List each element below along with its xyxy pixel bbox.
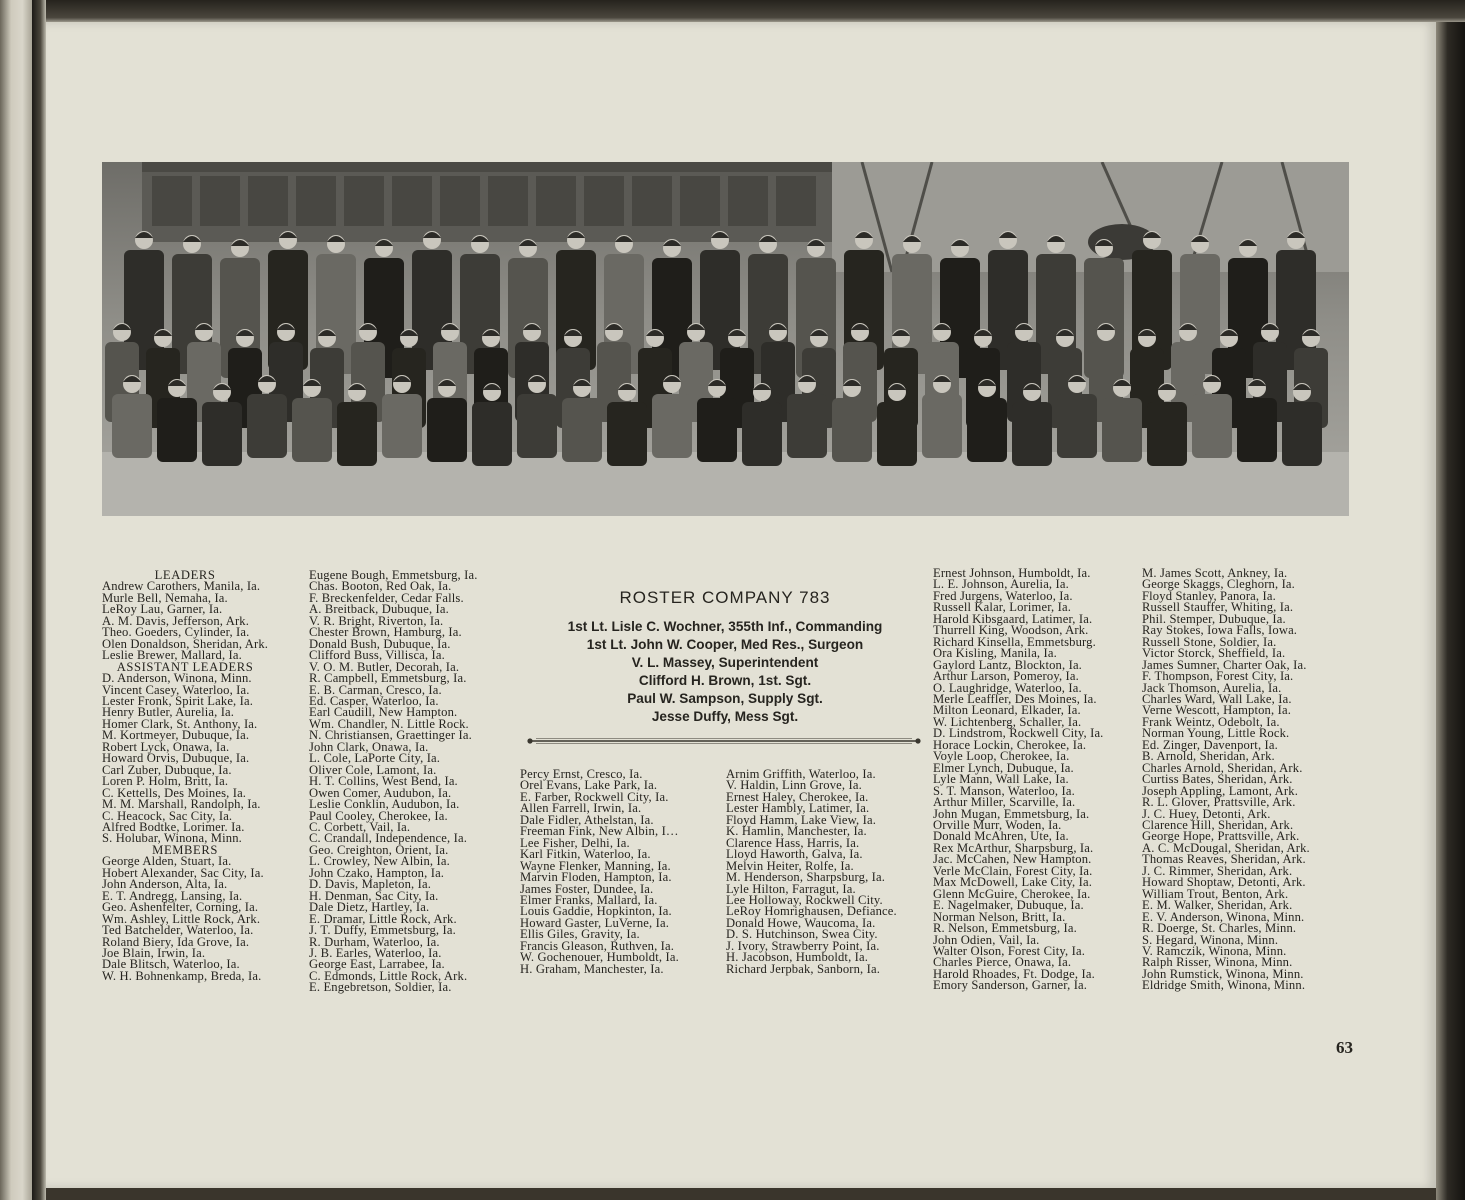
roster-entry: Ed. Zinger, Davenport, Ia.: [1142, 737, 1278, 752]
roster-entry: J. Ivory, Strawberry Point, Ia.: [726, 938, 880, 953]
roster-entry: Percy Ernst, Cresco, Ia.: [520, 767, 643, 781]
roster-entry: Phil. Stemper, Dubuque, Ia.: [1142, 611, 1286, 626]
roster-entry: D. Lindstrom, Rockwell City, Ia.: [933, 726, 1104, 741]
roster-entry: Lyle Mann, Wall Lake, Ia.: [933, 772, 1069, 787]
officer-line: V. L. Massey, Superintendent: [631, 655, 819, 670]
roster-entry: Ralph Risser, Winona, Minn.: [1142, 955, 1293, 970]
roster-entry: Wm. Ashley, Little Rock, Ark.: [102, 911, 261, 926]
roster-entry: Richard Jerpbak, Sanborn, Ia.: [726, 961, 881, 976]
roster-entry: V. R. Bright, Riverton, Ia.: [309, 613, 444, 628]
roster-entry: Howard Gaster, LuVerne, Ia.: [520, 915, 670, 930]
roster-entry: Floyd Stanley, Panora, Ia.: [1142, 588, 1276, 603]
roster-entry: E. Nagelmaker, Dubuque, Ia.: [933, 898, 1084, 913]
roster-entry: M. Kortmeyer, Dubuque, Ia.: [102, 728, 250, 743]
roster-entry: Fred Jurgens, Waterloo, Ia.: [933, 588, 1073, 603]
roster-entry: R. Nelson, Emmetsburg, Ia.: [933, 921, 1077, 936]
roster-entry: Leslie Brewer, Mallard, Ia.: [102, 648, 242, 663]
roster-entry: C. Corbett, Vail, Ia.: [309, 819, 411, 834]
roster-entry: Clarence Hass, Harris, Ia.: [726, 835, 860, 850]
roster-entry: E. T. Andregg, Lansing, Ia.: [102, 888, 243, 903]
roster-column-4: [726, 769, 897, 975]
roster-entry: Eldridge Smith, Winona, Minn.: [1142, 978, 1306, 993]
roster-column-5: [933, 568, 1103, 992]
roster-entry: C. Heacock, Sac City, Ia.: [102, 808, 233, 823]
roster-entry: George Hope, Prattsville, Ark.: [1142, 829, 1300, 844]
roster-entry: W. Gochenouer, Humboldt, Ia.: [520, 950, 679, 965]
roster-entry: V. Haldin, Linn Grove, Ia.: [726, 778, 862, 793]
roster-entry: Clarence Hill, Sheridan, Ark.: [1142, 817, 1294, 832]
divider-ornament: [526, 737, 922, 745]
roster-entry: Harold Kibsgaard, Latimer, Ia.: [933, 611, 1093, 626]
roster-entry: Lee Holloway, Rockwell City.: [726, 892, 883, 907]
roster-entry: Freeman Fink, New Albin, I…: [520, 824, 679, 839]
roster-entry: Ted Batchelder, Waterloo, Ia.: [102, 923, 254, 938]
roster-entry: Howard Shoptaw, Detonti, Ark.: [1142, 875, 1306, 890]
roster-entry: Max McDowell, Lake City, Ia.: [933, 875, 1093, 890]
roster-entry: LeRoy Homrighausen, Defiance.: [726, 904, 897, 919]
roster-entry: Orel Evans, Lake Park, Ia.: [520, 778, 658, 793]
roster-entry: N. Christiansen, Graettinger Ia.: [309, 728, 472, 743]
roster-entry: Murle Bell, Nemaha, Ia.: [102, 590, 228, 605]
roster-entry: Leslie Conklin, Audubon, Ia.: [309, 797, 460, 812]
roster-entry: Olen Donaldson, Sheridan, Ark.: [102, 636, 269, 651]
roster-entry: Charles Ward, Wall Lake, Ia.: [1142, 691, 1292, 706]
roster-entry: Lester Hambly, Latimer, Ia.: [726, 801, 870, 816]
roster-entry: George East, Larrabee, Ia.: [309, 957, 445, 972]
roster-entry: George Alden, Stuart, Ia.: [102, 854, 232, 869]
roster-entry: M. James Scott, Ankney, Ia.: [1142, 566, 1288, 580]
roster-entry: Lee Fisher, Delhi, Ia.: [520, 835, 630, 850]
company-group-photo: [102, 162, 1349, 516]
roster-entry: Jac. McCahen, New Hampton.: [933, 852, 1092, 867]
page-stack-edge: [1436, 22, 1465, 1200]
roster-entry: John Czako, Hampton, Ia.: [309, 865, 445, 880]
roster-entry: R. Campbell, Emmetsburg, Ia.: [309, 671, 467, 686]
roster-entry: Geo. Creighton, Orient, Ia.: [309, 842, 449, 857]
roster-entry: Arnim Griffith, Waterloo, Ia.: [726, 767, 876, 781]
roster-entry: D. Davis, Mapleton, Ia.: [309, 877, 432, 892]
roster-column-2: [309, 570, 478, 994]
roster-entry: J. C. Huey, Detonti, Ark.: [1142, 806, 1271, 821]
roster-entry: Wayne Flenker, Manning, Ia.: [520, 858, 671, 873]
roster-entry: Lyle Hilton, Farragut, Ia.: [726, 881, 856, 896]
roster-entry: Arthur Miller, Scarville, Ia.: [933, 795, 1076, 810]
officer-line: 1st Lt. Lisle C. Wochner, 355th Inf., Commanding: [567, 619, 883, 634]
roster-entry: Owen Comer, Audubon, Ia.: [309, 785, 452, 800]
roster-entry: C. Crandall, Independence, Ia.: [309, 831, 468, 846]
roster-entry: J. T. Duffy, Emmetsburg, Ia.: [309, 923, 456, 938]
roster-entry: Ernest Haley, Cherokee, Ia.: [726, 789, 869, 804]
roster-entry: D. Anderson, Winona, Minn.: [102, 671, 252, 686]
roster-column-3: [520, 769, 679, 975]
roster-entry: C. Kettells, Des Moines, Ia.: [102, 785, 247, 800]
roster-entry: Ora Kisling, Manila, Ia.: [933, 646, 1057, 661]
roster-entry: Earl Caudill, New Hampton.: [309, 705, 458, 720]
roster-entry: Floyd Hamm, Lake View, Ia.: [726, 812, 877, 827]
roster-entry: Lloyd Haworth, Galva, Ia.: [726, 847, 863, 862]
roster-title: ROSTER COMPANY 783: [619, 588, 831, 607]
roster-entry: Theo. Goeders, Cylinder, Ia.: [102, 625, 250, 640]
roster-header: [520, 588, 930, 726]
roster-entry: M. Henderson, Sharpsburg, Ia.: [726, 870, 886, 885]
roster-entry: Donald McAhren, Ute, Ia.: [933, 829, 1069, 844]
roster-entry: Ellis Giles, Gravity, Ia.: [520, 927, 640, 942]
roster-entry: Paul Cooley, Cherokee, Ia.: [309, 808, 448, 823]
roster-entry: John Anderson, Alta, Ia.: [102, 877, 228, 892]
roster-entry: Louis Gaddie, Hopkinton, Ia.: [520, 904, 672, 919]
roster-entry: L. E. Johnson, Aurelia, Ia.: [933, 577, 1069, 592]
roster-entry: L. Crowley, New Albin, Ia.: [309, 854, 450, 869]
roster-entry: John Rumstick, Winona, Minn.: [1142, 966, 1304, 981]
roster-entry: Marvin Floden, Hampton, Ia.: [520, 870, 672, 885]
roster-entry: Oliver Cole, Lamont, Ia.: [309, 762, 437, 777]
roster-entry: John Mugan, Emmetsburg, Ia.: [933, 806, 1090, 821]
roster-entry: Howard Orvis, Dubuque, Ia.: [102, 751, 250, 766]
officer-list: [520, 618, 930, 726]
roster-entry: J. C. Rimmer, Sheridan, Ark.: [1142, 863, 1293, 878]
roster-entry: Voyle Loop, Cherokee, Ia.: [933, 749, 1070, 764]
page-number: 63: [1336, 1038, 1353, 1057]
roster-entry: Thomas Reaves, Sheridan, Ark.: [1142, 852, 1306, 867]
roster-entry: H. Graham, Manchester, Ia.: [520, 961, 664, 976]
roster-entry: Emory Sanderson, Garner, Ia.: [933, 978, 1088, 993]
roster-entry: Russell Stauffer, Whiting, Ia.: [1142, 600, 1294, 615]
roster-entry: Dale Dietz, Hartley, Ia.: [309, 900, 430, 915]
roster-entry: Merle Leaffler, Des Moines, Ia.: [933, 691, 1097, 706]
roster-entry: W. Lichtenberg, Schaller, Ia.: [933, 714, 1082, 729]
roster-entry: Hobert Alexander, Sac City, Ia.: [102, 865, 264, 880]
facing-page-edge: [0, 0, 32, 1200]
roster-entry: Elmer Lynch, Dubuque, Ia.: [933, 760, 1074, 775]
roster-entry: Carl Zuber, Dubuque, Ia.: [102, 762, 232, 777]
roster-entry: Geo. Ashenfelter, Corning, Ia.: [102, 900, 259, 915]
roster-entry: V. O. M. Butler, Decorah, Ia.: [309, 659, 460, 674]
assistant-leaders-heading: ASSISTANT LEADERS: [116, 659, 254, 674]
roster-entry: K. Hamlin, Manchester, Ia.: [726, 824, 867, 839]
roster-entry: Joe Blain, Irwin, Ia.: [102, 945, 206, 960]
roster-entry: Donald Howe, Waucoma, Ia.: [726, 915, 876, 930]
roster-column-1: [102, 570, 268, 982]
roster-entry: H. T. Collins, West Bend, Ia.: [309, 774, 458, 789]
roster-entry: John Clark, Onawa, Ia.: [309, 739, 429, 754]
roster-entry: Ed. Casper, Waterloo, Ia.: [309, 693, 439, 708]
officer-line: 1st Lt. John W. Cooper, Med Res., Surgeon: [586, 637, 864, 652]
roster-entry: Glenn McGuire, Cherokee, Ia.: [933, 886, 1091, 901]
roster-entry: E. Engebretson, Soldier, Ia.: [309, 980, 452, 995]
roster-entry: A. Breitback, Dubuque, Ia.: [309, 602, 449, 617]
roster-entry: William Trout, Benton, Ark.: [1142, 886, 1289, 901]
roster-entry: Karl Fitkin, Waterloo, Ia.: [520, 847, 651, 862]
roster-entry: Melvin Heiter, Rolfe, Ia.: [726, 858, 854, 873]
roster-entry: Russell Stone, Soldier, Ia.: [1142, 634, 1277, 649]
roster-entry: L. Cole, LaPorte City, Ia.: [309, 751, 441, 766]
roster-entry: E. V. Anderson, Winona, Minn.: [1142, 909, 1305, 924]
group-photo-image: [102, 162, 1349, 516]
roster-entry: Richard Kinsella, Emmetsburg.: [933, 634, 1096, 649]
roster-entry: E. Dramar, Little Rock, Ark.: [309, 911, 457, 926]
roster-entry: Robert Lyck, Onawa, Ia.: [102, 739, 230, 754]
roster-entry: B. Arnold, Sheridan, Ark.: [1142, 749, 1275, 764]
officer-line: Jesse Duffy, Mess Sgt.: [651, 709, 799, 724]
roster-entry: A. C. McDougal, Sheridan, Ark.: [1142, 840, 1310, 855]
roster-entry: Ray Stokes, Iowa Falls, Iowa.: [1142, 623, 1298, 638]
roster-entry: James Sumner, Charter Oak, Ia.: [1142, 657, 1307, 672]
roster-entry: Clifford Buss, Villisca, Ia.: [309, 648, 445, 663]
roster-entry: H. Jacobson, Humboldt, Ia.: [726, 950, 869, 965]
members-heading: MEMBERS: [152, 842, 218, 857]
roster-entry: Joseph Appling, Lamont, Ark.: [1142, 783, 1299, 798]
roster-entry: F. Breckenfelder, Cedar Falls.: [309, 590, 464, 605]
roster-entry: Orville Murr, Woden, Ia.: [933, 817, 1062, 832]
roster-entry: E. B. Carman, Cresco, Ia.: [309, 682, 442, 697]
roster-entry: Roland Biery, Ida Grove, Ia.: [102, 934, 250, 949]
roster-entry: H. Denman, Sac City, Ia.: [309, 888, 439, 903]
roster-entry: Loren P. Holm, Britt, Ia.: [102, 774, 229, 789]
roster-entry: Allen Farrell, Irwin, Ia.: [520, 801, 642, 816]
roster-entry: S. Hegard, Winona, Minn.: [1142, 932, 1279, 947]
roster-entry: S. Holubar, Winona, Minn.: [102, 831, 242, 846]
roster-entry: Norman Young, Little Rock.: [1142, 726, 1290, 741]
roster-entry: Ernest Johnson, Humboldt, Ia.: [933, 566, 1091, 580]
roster-entry: Dale Fidler, Athelstan, Ia.: [520, 812, 654, 827]
roster-entry: George Skaggs, Cleghorn, Ia.: [1142, 577, 1295, 592]
roster-entry: Francis Gleason, Ruthven, Ia.: [520, 938, 675, 953]
leaders-heading: LEADERS: [154, 568, 216, 582]
roster-entry: Walter Olson, Forest City, Ia.: [933, 943, 1086, 958]
roster-entry: R. L. Glover, Prattsville, Ark.: [1142, 795, 1296, 810]
roster-entry: Russell Kalar, Lorimer, Ia.: [933, 600, 1072, 615]
roster-entry: Rex McArthur, Sharpsburg, Ia.: [933, 840, 1094, 855]
roster-entry: Arthur Larson, Pomeroy, Ia.: [933, 669, 1079, 684]
roster-entry: Curtiss Bates, Sheridan, Ark.: [1142, 772, 1293, 787]
roster-entry: Donald Bush, Dubuque, Ia.: [309, 636, 451, 651]
roster-entry: Andrew Carothers, Manila, Ia.: [102, 579, 261, 594]
roster-entry: Verle McClain, Forest City, Ia.: [933, 863, 1093, 878]
roster-entry: Charles Pierce, Onawa, Ia.: [933, 955, 1072, 970]
roster-entry: Eugene Bough, Emmetsburg, Ia.: [309, 568, 478, 582]
book-gutter: [32, 0, 46, 1200]
yearbook-page: [46, 22, 1436, 1188]
roster-entry: R. Doerge, St. Charles, Minn.: [1142, 921, 1297, 936]
roster-entry: A. M. Davis, Jefferson, Ark.: [102, 613, 250, 628]
roster-entry: E. Farber, Rockwell City, Ia.: [520, 789, 669, 804]
roster-entry: Harold Rhoades, Ft. Dodge, Ia.: [933, 966, 1095, 981]
roster-entry: Chas. Booton, Red Oak, Ia.: [309, 579, 452, 594]
roster-entry: Gaylord Lantz, Blockton, Ia.: [933, 657, 1082, 672]
officer-line: Clifford H. Brown, 1st. Sgt.: [638, 673, 812, 688]
roster-entry: Thurrell King, Woodson, Ark.: [933, 623, 1089, 638]
roster-entry: W. H. Bohnenkamp, Breda, Ia.: [102, 968, 262, 983]
roster-entry: Milton Leonard, Elkader, Ia.: [933, 703, 1081, 718]
roster-entry: Frank Weintz, Odebolt, Ia.: [1142, 714, 1280, 729]
roster-entry: Wm. Chandler, N. Little Rock.: [309, 716, 469, 731]
roster-entry: S. T. Manson, Waterloo, Ia.: [933, 783, 1075, 798]
roster-entry: Victor Storck, Sheffield, Ia.: [1142, 646, 1286, 661]
roster-entry: Elmer Franks, Mallard, Ia.: [520, 892, 658, 907]
roster-entry: R. Durham, Waterloo, Ia.: [309, 934, 440, 949]
roster-column-6: [1142, 568, 1310, 992]
roster-entry: Homer Clark, St. Anthony, Ia.: [102, 716, 258, 731]
roster-entry: Jack Thomson, Aurelia, Ia.: [1142, 680, 1282, 695]
roster-entry: J. B. Earles, Waterloo, Ia.: [309, 945, 442, 960]
roster-entry: Verne Wescott, Hampton, Ia.: [1142, 703, 1291, 718]
roster-entry: Henry Butler, Aurelia, Ia.: [102, 705, 235, 720]
roster-entry: Norman Nelson, Britt, Ia.: [933, 909, 1066, 924]
roster-entry: John Odien, Vail, Ia.: [933, 932, 1040, 947]
roster-entry: James Foster, Dundee, Ia.: [520, 881, 654, 896]
roster-entry: Horace Lockin, Cherokee, Ia.: [933, 737, 1087, 752]
book-top-edge: [46, 0, 1465, 22]
roster-entry: D. S. Hutchinson, Swea City.: [726, 927, 878, 942]
roster-entry: Chester Brown, Hamburg, Ia.: [309, 625, 462, 640]
roster-entry: O. Laughridge, Waterloo, Ia.: [933, 680, 1082, 695]
roster-entry: Vincent Casey, Waterloo, Ia.: [102, 682, 250, 697]
roster-entry: Alfred Bodtke, Lorimer. Ia.: [102, 819, 245, 834]
roster-entry: Charles Arnold, Sheridan, Ark.: [1142, 760, 1303, 775]
roster-entry: Lester Fronk, Spirit Lake, Ia.: [102, 693, 254, 708]
roster-entry: M. M. Marshall, Randolph, Ia.: [102, 797, 261, 812]
roster-entry: LeRoy Lau, Garner, Ia.: [102, 602, 223, 617]
roster-entry: V. Ramczik, Winona, Minn.: [1142, 943, 1287, 958]
roster-entry: E. M. Walker, Sheridan, Ark.: [1142, 898, 1293, 913]
roster-entry: C. Edmonds, Little Rock, Ark.: [309, 968, 468, 983]
roster-entry: F. Thompson, Forest City, Ia.: [1142, 669, 1294, 684]
officer-line: Paul W. Sampson, Supply Sgt.: [627, 691, 823, 706]
roster-entry: Dale Blitsch, Waterloo, Ia.: [102, 957, 240, 972]
